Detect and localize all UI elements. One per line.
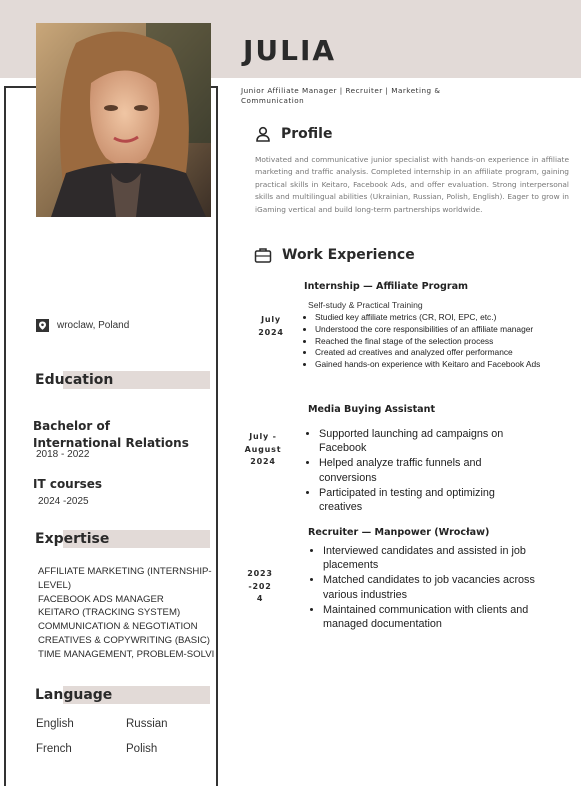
language-item: English [36,718,74,730]
degree-line: International Relations [33,436,189,450]
course-title: IT courses [33,477,103,491]
job-bullet: • Supported launching ad campaigns on Facebook [319,427,539,456]
job-bullet: • Participated in testing and optimizing creatives [319,486,539,515]
briefcase-icon [254,246,272,264]
expertise-item: • TIME MANAGEMENT, PROBLEM-SOLVI [38,648,230,662]
profile-heading-label: Profile [281,126,333,142]
job-title: Media Buying Assistant [308,404,436,415]
expertise-heading [35,530,210,548]
language-item: Russian [126,718,168,730]
degree-line: Bachelor of [33,419,110,433]
job-title: Internship — Affiliate Program [304,281,469,292]
job-bullet: • Created ad creatives and analyzed offer performance [315,347,555,359]
expertise-list [24,565,230,662]
candidate-name: JULIA [243,34,337,67]
education-degree [33,418,189,452]
location [36,319,129,332]
expertise-item: • FACEBOOK ADS MANAGER [38,593,230,607]
job-bullets [304,427,539,515]
job-bullet: • Helped analyze traffic funnels and conversions [319,456,539,485]
job-bullet: • Reached the final stage of the selection process [315,336,555,348]
profile-heading [255,126,332,142]
language-item: Polish [126,743,158,755]
job-date: 2023 -202 4 [247,569,273,603]
course-years: 2024 -2025 [38,496,89,507]
expertise-item: • KEITARO (TRACKING SYSTEM) [38,606,230,620]
profile-photo [36,23,211,217]
profile-text: Motivated and communicative junior specialist with hands-on experience in affiliate marketing and traffic analysis. Completed internship in an affiliate program, gaining practical skills in Keitaro, Facebook Ads, and offer evaluation. Strong interpersonal skills and multilingual abilities (Ukrainian, Russian, Polish, English). Eager to grow in iGaming vertical and build long-term partnerships worldwide. [255,155,569,214]
degree-years: 2018 - 2022 [36,449,90,460]
job-subtitle: Self-study & Practical Training [308,300,423,310]
job-bullet: • Matched candidates to job vacancies across various industries [323,573,568,602]
language-heading-label: Language [35,687,113,703]
job-bullets [300,312,555,371]
job-bullet: • Interviewed candidates and assisted in job placements [323,544,568,573]
expertise-item: • COMMUNICATION & NEGOTIATION [38,620,230,634]
education-heading-label: Education [35,372,114,388]
expertise-item: • AFFILIATE MARKETING (INTERNSHIP-LEVEL) [38,565,230,593]
location-text: wroclaw, Poland [57,320,130,331]
job-date: July 2024 [258,315,284,337]
education-heading [35,371,210,389]
job-bullets [308,544,568,632]
job-bullet: • Studied key affiliate metrics (CR, ROI, EPC, etc.) [315,312,555,324]
job-title: Recruiter — Manpower (Wrocław) [308,527,490,538]
job-bullet: • Gained hands-on experience with Keitaro and Facebook Ads [315,359,555,371]
person-icon [255,126,271,142]
language-heading [35,686,210,704]
work-heading [254,246,415,264]
language-item: French [36,743,72,755]
job-bullet: • Maintained communication with clients and managed documentation [323,603,568,632]
expertise-heading-label: Expertise [35,531,110,547]
work-heading-label: Work Experience [282,247,415,263]
job-bullet: • Understood the core responsibilities of an affiliate manager [315,324,555,336]
location-pin-icon [36,319,49,332]
expertise-item: • CREATIVES & COPYWRITING (BASIC) [38,634,230,648]
candidate-subtitle: Junior Affiliate Manager | Recruiter | Marketing & Communication [241,86,441,105]
job-date: July - August 2024 [244,432,282,466]
